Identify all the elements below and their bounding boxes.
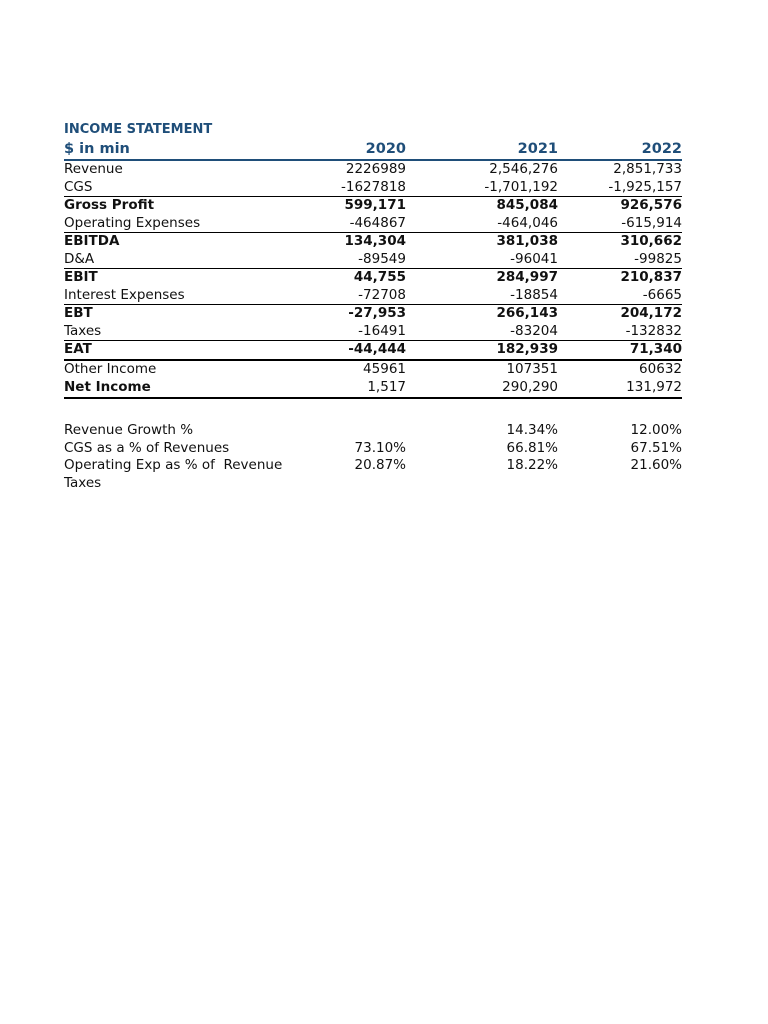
- ratios-table: [64, 422, 682, 492]
- cell-2021[interactable]: -96041: [510, 250, 558, 267]
- cell-2022[interactable]: 310,662: [558, 233, 682, 251]
- row-eat: [64, 341, 682, 360]
- row-revenue: [64, 160, 682, 179]
- row-taxes-ratio: [64, 475, 682, 493]
- cell-2021[interactable]: [406, 475, 558, 493]
- cell-2022[interactable]: 204,172: [558, 305, 682, 323]
- row-label[interactable]: Interest Expenses: [64, 286, 185, 303]
- cell-2020[interactable]: -27,953: [319, 305, 406, 323]
- row-operating-expenses: [64, 215, 682, 233]
- cell-2022[interactable]: 67.51%: [630, 439, 682, 456]
- cell-2020[interactable]: 44,755: [319, 269, 406, 287]
- row-label[interactable]: CGS: [64, 178, 93, 195]
- cell-2021[interactable]: 284,997: [406, 269, 558, 287]
- cell-2020[interactable]: [319, 475, 406, 493]
- row-label[interactable]: Other Income: [64, 360, 157, 377]
- cell-2020[interactable]: 73.10%: [354, 439, 406, 456]
- row-label[interactable]: Revenue Growth %: [64, 422, 194, 439]
- cell-2022[interactable]: 2,851,733: [613, 161, 682, 178]
- cell-2020[interactable]: 1,517: [319, 378, 406, 398]
- cell-2021[interactable]: -1,701,192: [484, 178, 558, 195]
- cell-2021[interactable]: 107351: [506, 360, 558, 377]
- row-label[interactable]: EBIT: [64, 269, 319, 287]
- row-label[interactable]: Taxes: [64, 322, 102, 339]
- cell-2021[interactable]: -18854: [510, 286, 558, 303]
- row-label[interactable]: D&A: [64, 250, 95, 267]
- cell-2020[interactable]: -44,444: [319, 341, 406, 360]
- row-opex-pct: [64, 457, 682, 475]
- cell-2021[interactable]: 182,939: [406, 341, 558, 360]
- year-2021-header[interactable]: 2021: [406, 139, 558, 160]
- cell-2021[interactable]: 845,084: [406, 197, 558, 215]
- cell-2021[interactable]: 290,290: [406, 378, 558, 398]
- cell-2022[interactable]: 210,837: [558, 269, 682, 287]
- ratios-section: [64, 422, 682, 492]
- cell-2020[interactable]: -72708: [358, 286, 406, 303]
- statement-title: INCOME STATEMENT: [64, 122, 213, 137]
- cell-2022[interactable]: -132832: [625, 322, 682, 339]
- row-d-and-a: [64, 251, 682, 269]
- row-label[interactable]: CGS as a % of Revenues: [64, 439, 230, 456]
- cell-2021[interactable]: 14.34%: [506, 422, 558, 439]
- row-revenue-growth: [64, 422, 682, 440]
- cell-2020[interactable]: -464867: [349, 214, 406, 231]
- row-label[interactable]: Operating Exp as % of Revenue: [64, 457, 283, 474]
- cell-2022[interactable]: -6665: [642, 286, 682, 303]
- cell-2021[interactable]: -464,046: [497, 214, 558, 231]
- units-label[interactable]: $ in min: [64, 139, 319, 160]
- income-statement: [64, 121, 682, 399]
- cell-2021[interactable]: 2,546,276: [489, 161, 558, 178]
- row-ebt: [64, 305, 682, 323]
- cell-2020[interactable]: 599,171: [319, 197, 406, 215]
- row-ebit: [64, 269, 682, 287]
- row-gross-profit: [64, 197, 682, 215]
- cell-2020[interactable]: 20.87%: [354, 457, 406, 474]
- row-label[interactable]: Net Income: [64, 378, 319, 398]
- cell-2022[interactable]: -99825: [634, 250, 682, 267]
- cell-2021[interactable]: 66.81%: [506, 439, 558, 456]
- row-label[interactable]: Taxes: [64, 474, 102, 491]
- cell-2022[interactable]: 21.60%: [630, 457, 682, 474]
- row-label[interactable]: Gross Profit: [64, 197, 319, 215]
- income-statement-table: [64, 139, 682, 399]
- cell-2020[interactable]: -16491: [358, 322, 406, 339]
- cell-2022[interactable]: 131,972: [558, 378, 682, 398]
- row-cgs-pct: [64, 440, 682, 458]
- header-row: [64, 139, 682, 160]
- year-2022-header[interactable]: 2022: [558, 139, 682, 160]
- row-net-income: [64, 378, 682, 398]
- row-interest-expenses: [64, 287, 682, 305]
- row-label[interactable]: Revenue: [64, 161, 123, 178]
- cell-2022[interactable]: 71,340: [558, 341, 682, 360]
- cell-2020[interactable]: 134,304: [319, 233, 406, 251]
- cell-2021[interactable]: 381,038: [406, 233, 558, 251]
- row-label[interactable]: EBITDA: [64, 233, 319, 251]
- cell-2022[interactable]: 60632: [639, 360, 682, 377]
- cell-2020[interactable]: 45961: [363, 360, 406, 377]
- cell-2022[interactable]: 12.00%: [630, 422, 682, 439]
- cell-2021[interactable]: 266,143: [406, 305, 558, 323]
- row-cgs: [64, 179, 682, 197]
- cell-2022[interactable]: [558, 475, 682, 493]
- cell-2021[interactable]: -83204: [510, 322, 558, 339]
- row-label[interactable]: EBT: [64, 305, 319, 323]
- cell-2020[interactable]: [319, 422, 406, 440]
- cell-2020[interactable]: -1627818: [341, 178, 406, 195]
- cell-2022[interactable]: 926,576: [558, 197, 682, 215]
- cell-2021[interactable]: 18.22%: [506, 457, 558, 474]
- cell-2022[interactable]: -615,914: [621, 214, 682, 231]
- cell-2020[interactable]: -89549: [358, 250, 406, 267]
- row-label[interactable]: EAT: [64, 341, 319, 360]
- cell-2022[interactable]: -1,925,157: [608, 178, 682, 195]
- row-other-income: [64, 360, 682, 379]
- cell-2020[interactable]: 2226989: [345, 161, 406, 178]
- row-label[interactable]: Operating Expenses: [64, 214, 201, 231]
- row-taxes: [64, 323, 682, 341]
- year-2020-header[interactable]: 2020: [319, 139, 406, 160]
- row-ebitda: [64, 233, 682, 251]
